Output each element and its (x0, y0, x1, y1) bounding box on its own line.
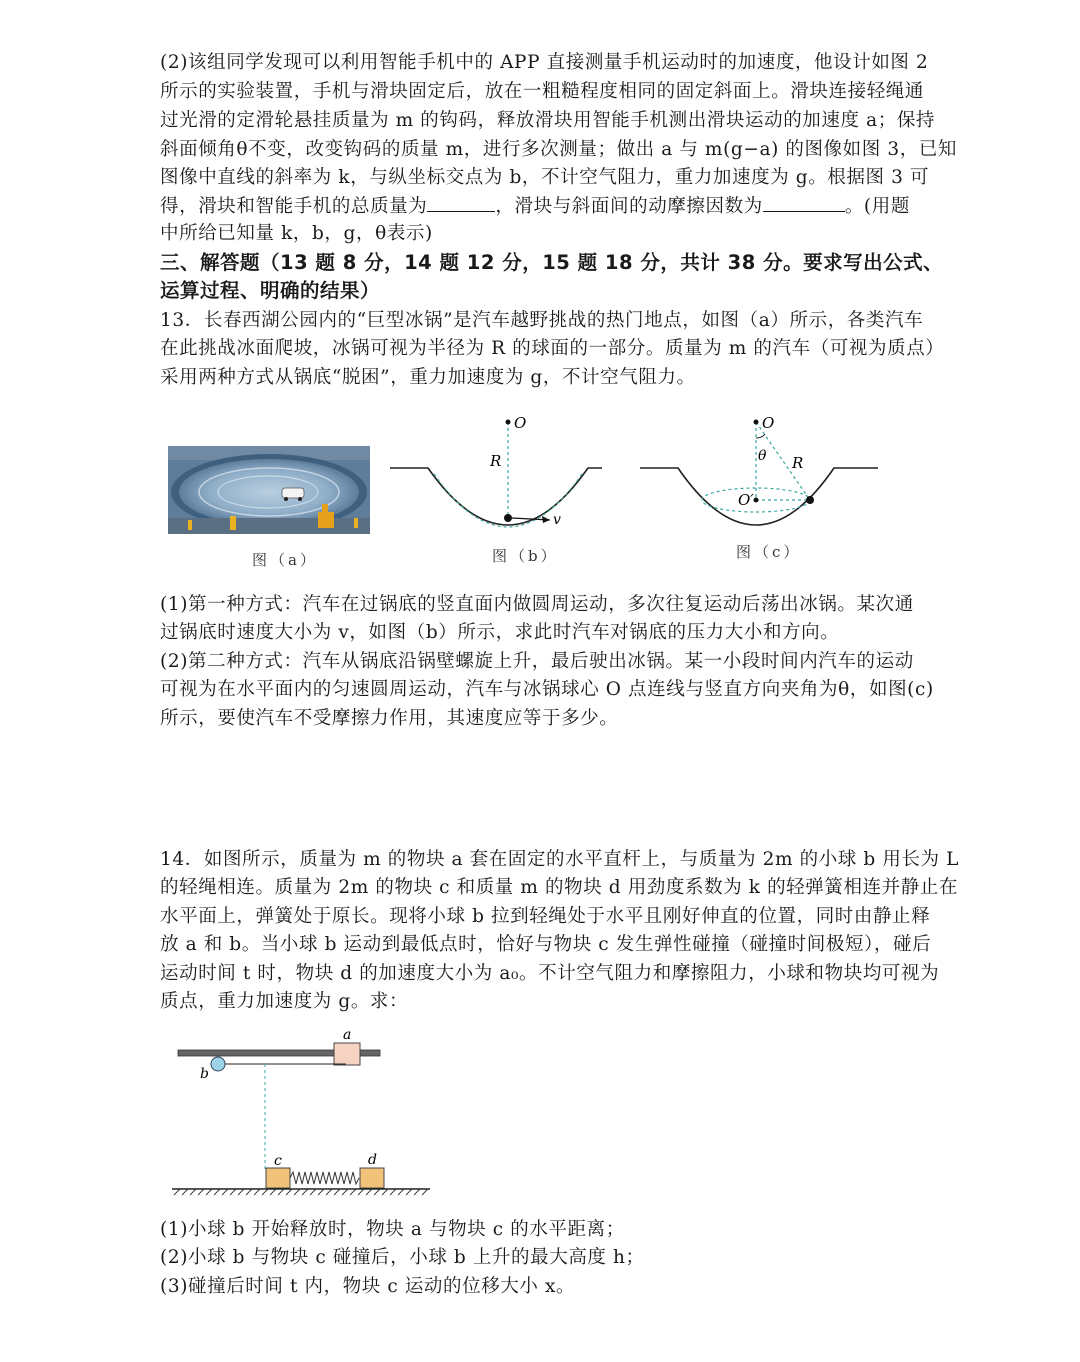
label-r: R (792, 454, 804, 472)
q13-line-2: 在此挑战冰面爬坡，冰锅可视为半径为 R 的球面的一部分。质量为 m 的汽车（可视为质点） (160, 338, 945, 359)
q13-line-1: 13．长春西湖公园内的“巨型冰锅”是汽车越野挑战的热门地点，如图（a）所示，各类汽车 (160, 310, 924, 331)
caption-fig-c: 图（c） (736, 543, 802, 561)
part2-line-6 (160, 193, 910, 221)
q14-line-6: 质点，重力加速度为 g。求： (160, 991, 409, 1012)
part2-line-7: 中所给已知量 k，b，g，θ表示) (160, 223, 433, 244)
part2-line-6a: 得，滑块和智能手机的总质量为 (160, 196, 428, 217)
part2-line-6b: ，滑块与斜面间的动摩擦因数为 (495, 196, 763, 217)
ball-b (211, 1057, 225, 1071)
label-d: d (368, 1152, 377, 1168)
block-c (266, 1168, 290, 1188)
section3-heading-1: 三、解答题（13 题 8 分，14 题 12 分，15 题 18 分，共计 38 分。要求写出公式、 (160, 251, 944, 274)
ice-bowl-photo (168, 446, 370, 534)
part2-line-2: 所示的实验装置，手机与滑块固定后，放在一粗糙程度相同的固定斜面上。滑块连接轻绳通 (160, 81, 925, 102)
block-a (334, 1043, 360, 1065)
ground-hatch (174, 1189, 428, 1195)
figure-b-diagram (388, 412, 604, 534)
answer-blank-mass[interactable] (427, 193, 495, 212)
part2-line-3: 过光滑的定滑轮悬挂质量为 m 的钩码，释放滑块用智能手机测出滑块运动的加速度 a；保持 (160, 110, 936, 131)
q14-line-4: 放 a 和 b。当小球 b 运动到最低点时，恰好与物块 c 发生弹性碰撞（碰撞时间极短），碰后 (160, 934, 932, 955)
q13-line-3: 采用两种方式从锅底“脱困”，重力加速度为 g，不计空气阻力。 (160, 367, 696, 388)
q14-figure (166, 1024, 438, 1200)
car-point (504, 514, 512, 522)
q13-part2-line-3: 所示，要使汽车不受摩擦力作用，其速度应等于多少。 (160, 708, 619, 729)
q14-sub-3: (3)碰撞后时间 t 内，物块 c 运动的位移大小 x。 (160, 1276, 576, 1297)
part2-line-1: (2)该组同学发现可以利用智能手机中的 APP 直接测量手机运动时的加速度，他设计如图 2 (160, 52, 929, 73)
q14-line-1: 14．如图所示，质量为 m 的物块 a 套在固定的水平直杆上，与质量为 2m 的小球 b 用长为 L (160, 849, 959, 870)
center-point-o (506, 420, 511, 425)
q13-part2-line-1: (2)第二种方式：汽车从锅底沿锅壁螺旋上升，最后驶出冰锅。某一小段时间内汽车的运动 (160, 651, 914, 672)
q13-part1-line-2: 过锅底时速度大小为 v，如图（b）所示，求此时汽车对锅底的压力大小和方向。 (160, 622, 840, 643)
label-c: c (274, 1153, 282, 1169)
q14-sub-1: (1)小球 b 开始释放时，物块 a 与物块 c 的水平距离； (160, 1219, 625, 1240)
theta-arc (756, 434, 765, 438)
label-b: b (200, 1066, 209, 1082)
label-theta: θ (758, 448, 767, 464)
figure-c-diagram (638, 412, 880, 534)
caption-fig-a: 图（a） (252, 551, 318, 569)
part2-line-4: 斜面倾角θ不变，改变钩码的质量 m，进行多次测量；做出 a 与 m(g−a) 的图像如图 3，已知 (160, 139, 958, 160)
label-v: v (553, 512, 561, 528)
part2-line-5: 图像中直线的斜率为 k，与纵坐标交点为 b，不计空气阻力，重力加速度为 g。根据图 3 可 (160, 167, 930, 188)
section3-heading-2: 运算过程、明确的结果） (160, 279, 381, 302)
bowl-cross-section (640, 468, 878, 525)
label-o: O (514, 414, 527, 432)
label-r: R (490, 452, 502, 470)
q14-line-3: 水平面上，弹簧处于原长。现将小球 b 拉到轻绳处于水平且刚好伸直的位置，同时由静止释 (160, 906, 931, 927)
part2-line-6c: 。(用题 (844, 196, 910, 217)
center-point-o (754, 420, 759, 425)
answer-blank-friction[interactable] (763, 193, 845, 212)
label-a: a (343, 1027, 352, 1043)
label-o: O (762, 414, 775, 432)
q13-part2-line-2: 可视为在水平面内的匀速圆周运动，汽车与冰锅球心 O 点连线与竖直方向夹角为θ，如图(c) (160, 679, 934, 700)
center-point-o-prime (754, 498, 759, 503)
caption-fig-b: 图（b） (492, 547, 559, 565)
spring (290, 1172, 359, 1184)
q14-line-2: 的轻绳相连。质量为 2m 的物块 c 和质量 m 的物块 d 用劲度系数为 k 的轻弹簧相连并静止在 (160, 877, 959, 898)
car-point (806, 496, 814, 504)
bowl-cross-section (390, 468, 602, 525)
block-d (360, 1168, 384, 1188)
q14-line-5: 运动时间 t 时，物块 d 的加速度大小为 a₀。不计空气阻力和摩擦阻力，小球和物块均可视为 (160, 963, 940, 984)
q13-part1-line-1: (1)第一种方式：汽车在过锅底的竖直面内做圆周运动，多次往复运动后荡出冰锅。某次通 (160, 594, 914, 615)
q14-sub-2: (2)小球 b 与物块 c 碰撞后，小球 b 上升的最大高度 h； (160, 1247, 645, 1268)
label-o-prime: O′ (738, 491, 754, 509)
